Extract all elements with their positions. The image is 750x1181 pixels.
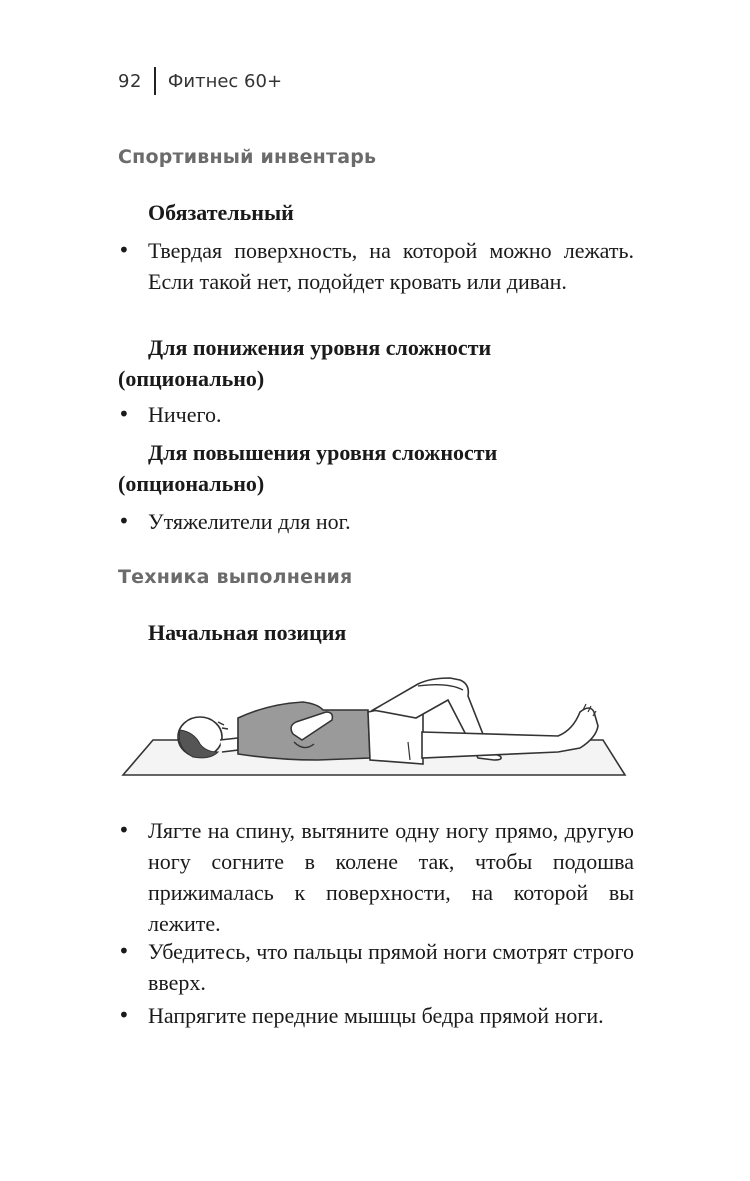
- bullet-icon: •: [118, 1003, 130, 1027]
- section-heading-equipment: Спортивный инвентарь: [118, 146, 377, 168]
- subheading-harder: Для повышения уровня сложности (опционально): [118, 440, 498, 496]
- list-item-text: Лягте на спину, вытяните одну ногу прямо, другую ногу согните в колене так, чтобы подошва прижималась к поверхности, на которой вы лежите.: [148, 818, 634, 936]
- page-number: 92: [118, 70, 142, 92]
- subheading-easier: Для понижения уровня сложности (опционально): [118, 335, 492, 391]
- list-item: [118, 936, 634, 998]
- list-item-text: Напрягите передние мышцы бедра прямой ноги.: [148, 1003, 604, 1028]
- bullet-icon: •: [118, 402, 130, 426]
- bullet-icon: •: [118, 509, 130, 533]
- book-title: Фитнес 60+: [167, 70, 283, 92]
- bullet-icon: •: [118, 939, 130, 963]
- list-item-text: Убедитесь, что пальцы прямой ноги смотрят строго вверх.: [148, 939, 634, 995]
- list-item-text: Твердая поверхность, на которой можно лежать. Если такой нет, подойдет кровать или диван.: [148, 238, 634, 294]
- list-item-text: Ничего.: [148, 402, 222, 427]
- list-item: [118, 1000, 634, 1031]
- list-item-text: Утяжелители для ног.: [148, 509, 351, 534]
- subheading-start-position: Начальная позиция: [148, 620, 347, 645]
- bullet-icon: •: [118, 238, 130, 262]
- bullet-icon: •: [118, 818, 130, 842]
- subheading-required: Обязательный: [148, 200, 294, 225]
- list-item: [118, 815, 634, 939]
- running-header: [118, 66, 282, 96]
- person-lying-on-mat-icon: [118, 660, 638, 782]
- list-item: [118, 506, 634, 537]
- header-divider: [154, 67, 156, 95]
- section-heading-technique: Техника выполнения: [118, 566, 353, 588]
- list-item: [118, 235, 634, 297]
- list-item: [118, 399, 634, 430]
- exercise-illustration: [118, 660, 638, 782]
